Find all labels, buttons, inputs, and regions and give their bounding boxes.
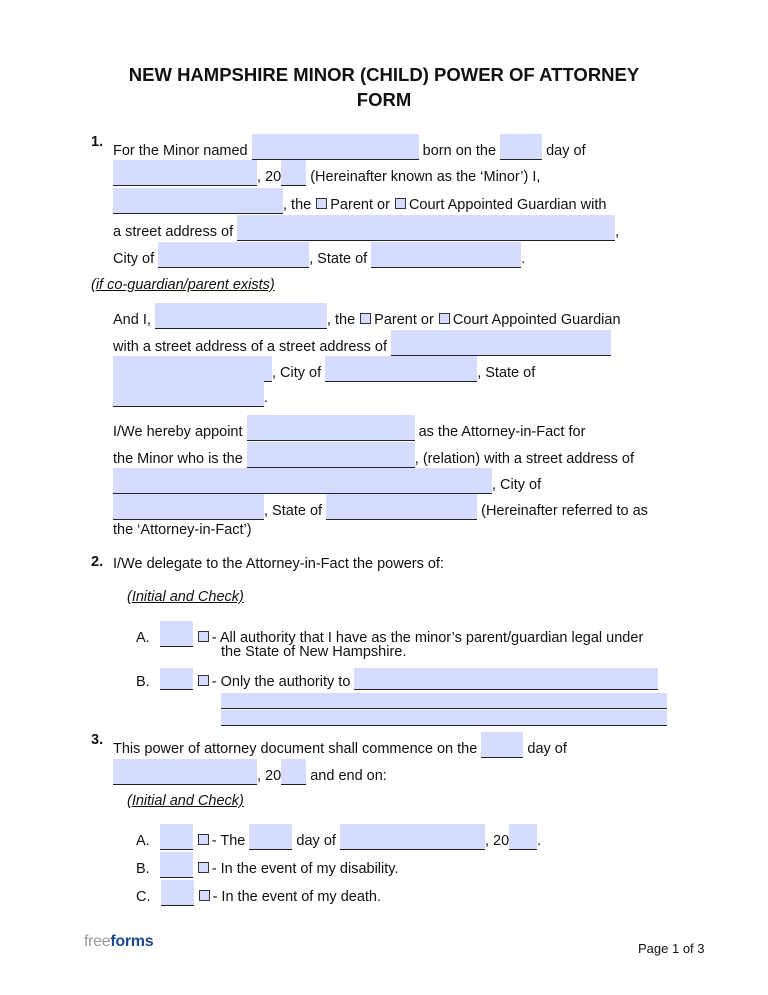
- label: B.: [136, 674, 150, 690]
- s1-line-9: [113, 381, 269, 406]
- label: , State of: [309, 251, 368, 267]
- label: - All authority that I have as the minor’s parent/guardian legal under: [211, 630, 644, 646]
- city-field[interactable]: [158, 242, 309, 268]
- label: .: [537, 833, 542, 849]
- label: ,: [615, 224, 620, 240]
- s2-option-a-cont: the State of New Hampshire.: [221, 644, 407, 660]
- label: (Hereinafter known as the ‘Minor’) I,: [310, 169, 541, 185]
- s1-line-10: [113, 415, 586, 440]
- label: .: [264, 390, 269, 406]
- co-parent-checkbox[interactable]: [360, 313, 371, 324]
- page-number: Page 1 of 3: [638, 941, 705, 956]
- label: a street address of: [113, 224, 234, 240]
- label: day of: [546, 143, 586, 159]
- co-court-guardian-checkbox[interactable]: [439, 313, 450, 324]
- label: , (relation) with a street address of: [414, 451, 635, 467]
- label: , the: [326, 312, 356, 328]
- label: A.: [136, 630, 150, 646]
- label: , 20: [257, 768, 282, 784]
- label: Parent or: [330, 197, 390, 213]
- s2-text: I/We delegate to the Attorney-in-Fact the powers of:: [113, 556, 444, 572]
- s1-line-2: [113, 160, 541, 185]
- label: , City of: [272, 365, 322, 381]
- label: I/We hereby appoint: [113, 424, 243, 440]
- label: with a street address of a street address of: [113, 339, 388, 355]
- label: - In the event of my death.: [212, 889, 382, 905]
- end-month-field[interactable]: [340, 824, 485, 850]
- commence-day-field[interactable]: [481, 732, 523, 758]
- s3-c-initial-field[interactable]: [161, 880, 194, 906]
- s2-option-a: [136, 621, 644, 646]
- logo-free: free: [84, 933, 111, 950]
- s1-line-6: [113, 303, 621, 328]
- s3-option-b: [136, 852, 399, 877]
- s3-option-c: [136, 880, 382, 905]
- s3-a-initial-field[interactable]: [160, 824, 193, 850]
- label: Court Appointed Guardian: [452, 312, 621, 328]
- s3-option-a: [136, 824, 542, 849]
- label: day of: [527, 741, 567, 757]
- s2-a-checkbox[interactable]: [198, 631, 209, 642]
- s1-line-14: the ‘Attorney-in-Fact’): [113, 522, 252, 538]
- label: - The: [211, 833, 246, 849]
- authority-field-1[interactable]: [354, 668, 658, 690]
- label: .: [521, 251, 526, 267]
- s1-line-1: [113, 134, 586, 159]
- label: and end on:: [310, 768, 387, 784]
- label: For the Minor named: [113, 143, 248, 159]
- s3-b-checkbox[interactable]: [198, 862, 209, 873]
- label: B.: [136, 861, 150, 877]
- s1-line-3: [113, 188, 607, 213]
- label: , 20: [484, 833, 510, 849]
- label: born on the: [422, 143, 497, 159]
- s1-line-11: [113, 442, 635, 467]
- freeforms-logo: [84, 933, 153, 951]
- relation-field[interactable]: [247, 442, 415, 468]
- s2-b-checkbox[interactable]: [198, 675, 209, 686]
- parent-checkbox[interactable]: [316, 198, 327, 209]
- s1-line-5: [113, 242, 526, 267]
- state-field[interactable]: [371, 242, 521, 268]
- s3-line-2: [113, 759, 387, 784]
- label: A.: [136, 833, 150, 849]
- commence-month-field[interactable]: [113, 759, 257, 785]
- authority-field-3[interactable]: [221, 710, 667, 726]
- s2-b-initial-field[interactable]: [160, 668, 193, 690]
- label: Court Appointed Guardian with: [408, 197, 607, 213]
- birth-day-field[interactable]: [500, 134, 542, 160]
- end-day-field[interactable]: [249, 824, 292, 850]
- s2-option-b: [136, 668, 658, 688]
- label: , State of: [477, 365, 536, 381]
- label: , 20: [257, 169, 282, 185]
- s1-line-7: [113, 330, 611, 355]
- form-title: [0, 62, 768, 112]
- attorney-address-field[interactable]: [113, 468, 492, 494]
- co-city-field[interactable]: [325, 356, 477, 382]
- label: as the Attorney-in-Fact for: [418, 424, 586, 440]
- title-line-2: FORM: [356, 89, 412, 110]
- label: , City of: [492, 477, 542, 493]
- s3-b-initial-field[interactable]: [160, 852, 193, 878]
- label: (Hereinafter referred to as: [481, 503, 648, 519]
- label: , State of: [264, 503, 323, 519]
- label: - In the event of my disability.: [211, 861, 399, 877]
- section-2-number: 2.: [91, 554, 104, 570]
- s1-line-4: [113, 215, 620, 240]
- label: - Only the authority to: [211, 674, 351, 690]
- label: C.: [136, 889, 151, 905]
- label: day of: [296, 833, 336, 849]
- label: City of: [113, 251, 155, 267]
- minor-name-field[interactable]: [252, 134, 419, 160]
- label: And I,: [113, 312, 151, 328]
- label: This power of attorney document shall commence on the: [113, 741, 478, 757]
- end-year-field[interactable]: [509, 824, 537, 850]
- s3-line-1: [113, 732, 567, 757]
- guardian-name-field[interactable]: [113, 188, 283, 214]
- s1-line-13: [113, 494, 648, 519]
- s3-initial-check-heading: (Initial and Check): [127, 793, 244, 809]
- birth-month-field[interactable]: [113, 160, 257, 186]
- attorney-city-field[interactable]: [113, 494, 264, 520]
- s3-c-checkbox[interactable]: [199, 890, 210, 901]
- s3-a-checkbox[interactable]: [198, 834, 209, 845]
- logo-forms: forms: [110, 933, 154, 950]
- label: Parent or: [374, 312, 434, 328]
- section-1-number: 1.: [91, 134, 104, 150]
- s2-initial-check-heading: (Initial and Check): [127, 589, 244, 605]
- label: the Minor who is the: [113, 451, 243, 467]
- commence-year-field[interactable]: [281, 759, 306, 785]
- co-street-address-2-field[interactable]: [113, 356, 272, 382]
- s1-line-8: [113, 356, 536, 381]
- s1-line-12: [113, 468, 542, 493]
- co-guardian-name-field[interactable]: [155, 303, 327, 329]
- birth-year-field[interactable]: [281, 160, 306, 186]
- co-state-field[interactable]: [113, 381, 264, 407]
- authority-field-2[interactable]: [221, 693, 667, 709]
- attorney-state-field[interactable]: [326, 494, 477, 520]
- street-address-field[interactable]: [237, 215, 615, 241]
- section-3-number: 3.: [91, 732, 104, 748]
- court-guardian-checkbox[interactable]: [395, 198, 406, 209]
- s2-a-initial-field[interactable]: [160, 621, 193, 647]
- label: , the: [283, 197, 312, 213]
- attorney-name-field[interactable]: [247, 415, 415, 441]
- title-line-1: NEW HAMPSHIRE MINOR (CHILD) POWER OF ATTORNEY: [128, 64, 640, 85]
- co-street-address-field[interactable]: [391, 330, 611, 356]
- co-guardian-note: (if co-guardian/parent exists): [91, 277, 275, 293]
